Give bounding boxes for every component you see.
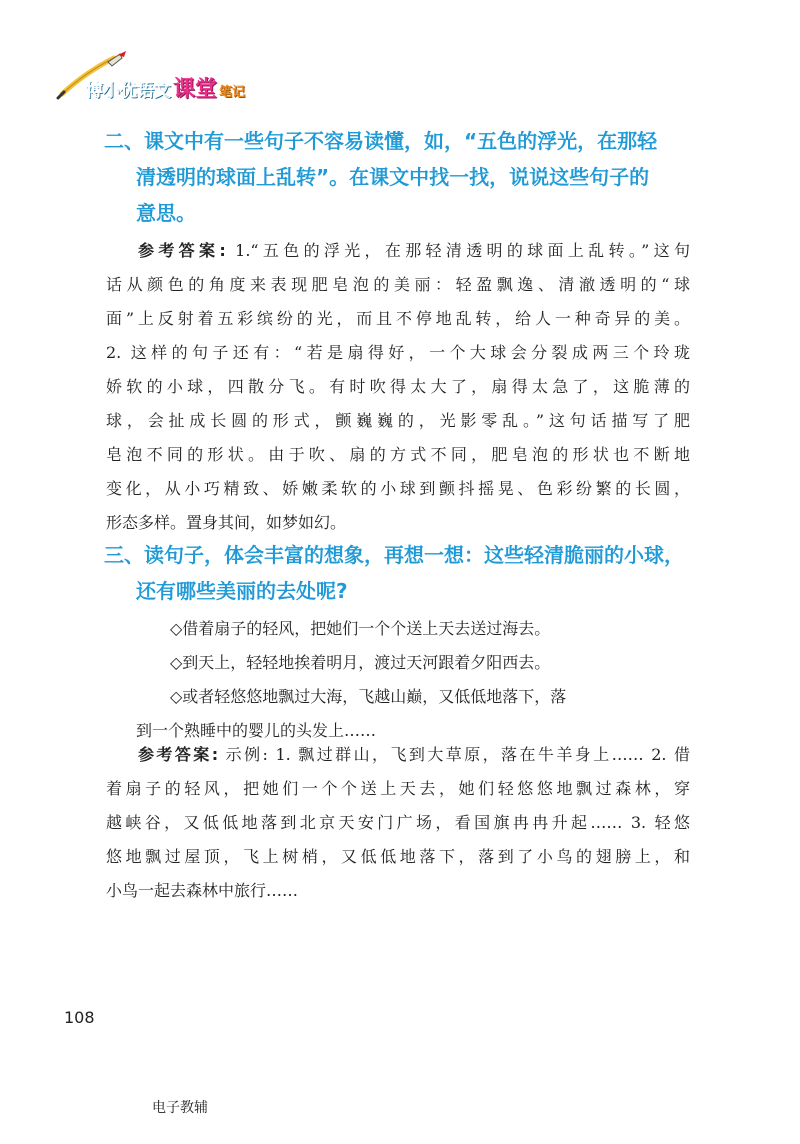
section-3-title (104, 537, 704, 609)
answer-line: 悠地飘过屋顶，飞上树梢，又低低地落下，落到了小鸟的翅膀上，和 (106, 847, 690, 866)
answer-line: 娇软的小球，四散分飞。有时吹得太大了，扇得太急了，这脆薄的 (106, 377, 690, 396)
page-number: 108 (64, 1008, 95, 1027)
section-2-title-line: 清透明的球面上乱转”。在课文中找一找，说说这些句子的 (136, 165, 650, 189)
logo-text-part3: 笔记 (219, 85, 246, 100)
answer-line: 越峡谷，又低低地落到北京天安门广场，看国旗冉冉升起…… 3. 轻悠 (106, 813, 690, 832)
answer-line: 1.“五色的浮光，在那轻清透明的球面上乱转。”这句 (225, 241, 690, 260)
answer-line: 变化，从小巧精致、娇嫩柔软的小球到颤抖摇晃、色彩纷繁的长圆， (106, 479, 690, 498)
section-2-title (104, 123, 704, 231)
answer-line: 形态多样。置身其间，如梦如幻。 (106, 513, 347, 532)
section-2-title-line: 意思。 (136, 201, 196, 225)
section-2-answer (106, 234, 690, 540)
answer-line: 球，会扯成长圆的形式，颤巍巍的，光影零乱。”这句话描写了肥 (106, 411, 690, 430)
section-3-title-line: 还有哪些美丽的去处呢? (136, 579, 348, 603)
answer-line: 面”上反射着五彩缤纷的光，而且不停地乱转，给人一种奇异的美。 (106, 309, 690, 328)
section-3-quotes (106, 612, 690, 748)
logo-text (86, 72, 245, 103)
quote-line: ◇到天上，轻轻地挨着明月，渡过天河跟着夕阳西去。 (170, 653, 551, 672)
section-3-title-line: 三、读句子，体会丰富的想象，再想一想：这些轻清脆丽的小球， (104, 543, 684, 567)
answer-line: 话从颜色的角度来表现肥皂泡的美丽：轻盈飘逸、清澈透明的“球 (106, 275, 690, 294)
quote-line: ◇借着扇子的轻风，把她们一个个送上天去送过海去。 (170, 619, 551, 638)
answer-label: 参考答案: (138, 241, 226, 260)
answer-line: 皂泡不同的形状。由于吹、扇的方式不同，肥皂泡的形状也不断地 (106, 445, 690, 464)
answer-line: 2. 这样的句子还有：“若是扇得好，一个大球会分裂成两三个玲珑 (106, 343, 690, 362)
section-2-title-line: 二、课文中有一些句子不容易读懂，如，“五色的浮光，在那轻 (104, 129, 658, 153)
section-3-answer (106, 738, 690, 908)
logo-text-part2: 课堂 (173, 77, 218, 102)
quote-line: ◇或者轻悠悠地飘过大海，飞越山巅，又低低地落下，落 (170, 687, 567, 706)
footer-note: 电子教辅 (152, 1100, 208, 1116)
header-logo (56, 50, 356, 106)
answer-label: 参考答案: (138, 745, 219, 764)
quote-line: 到一个熟睡中的婴儿的头发上…… (136, 721, 377, 740)
answer-line: 小鸟一起去森林中旅行…… (106, 881, 299, 900)
answer-line: 着扇子的轻风，把她们一个个送上天去，她们轻悠悠地飘过森林，穿 (106, 779, 690, 798)
answer-line: 示例: 1. 飘过群山，飞到大草原，落在牛羊身上…… 2. 借 (218, 745, 690, 764)
logo-text-part1: 博小优语文 (86, 81, 171, 101)
